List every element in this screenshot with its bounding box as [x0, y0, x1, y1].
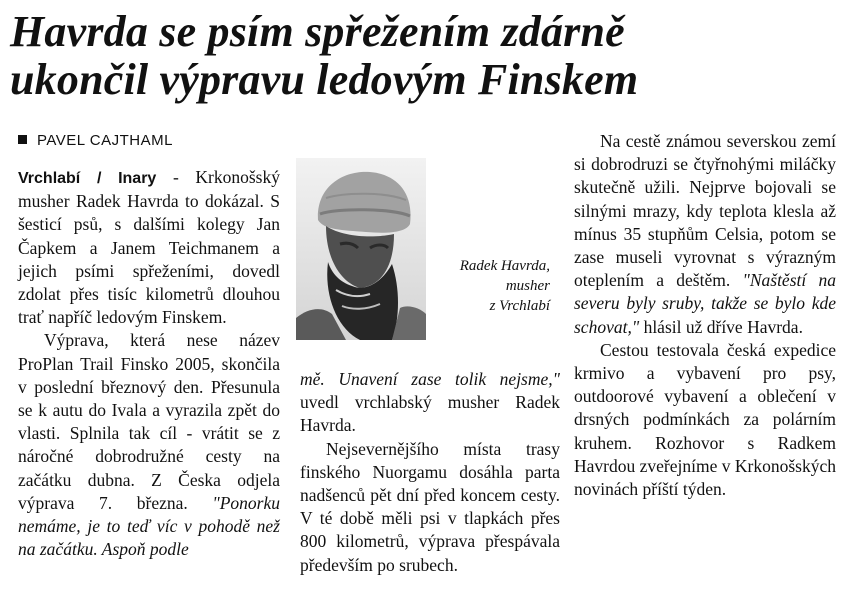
paragraph-5-text: Na cestě známou severskou zemí si dobrodruzi se čtyřnohými miláčky skutečně užili. Nejprve bojovali se silnými mrazy, kdy teplota klesla až mínus 35 stupňům Celsia, potom se zase museli vyrovnat s výrazným oteplením a deštěm. [574, 131, 836, 291]
article-column-2 [300, 368, 560, 577]
article-column-3 [574, 130, 836, 501]
paragraph-4: Nejsevernějšího místa trasy finského Nuorgamu dosáhla parta nadšenců pět dní před koncem cesty. V té době měli psi v tlapkách přes 800 kilometrů, výprava přespávala především po srubech. [300, 438, 560, 575]
paragraph-5-tail: hlásil už dříve Havrda. [639, 316, 803, 337]
byline [18, 132, 173, 149]
dateline: Vrchlabí / Inary [18, 170, 157, 187]
paragraph-2 [18, 329, 280, 561]
headline [10, 8, 840, 104]
paragraph-6: Cestou testovala česká expedice krmivo a vybavení pro psy, outdoorové vybavení a oblečení v drsných podmínkách za polárním kruhem. Rozhovor s Radkem Havrdou zveřejníme v Krkonošských novinách příští týden. [574, 339, 836, 500]
caption-line-3: z Vrchlabí [489, 298, 550, 314]
author-name: PAVEL CAJTHAML [37, 132, 173, 149]
paragraph-3-text: uvedl vrchlabský musher Radek Havrda. [300, 392, 560, 436]
caption-line-1: Radek Havrda, [459, 258, 550, 274]
portrait-illustration [296, 158, 426, 340]
article-column-1 [18, 166, 280, 561]
paragraph-2-quote: "Ponorku nemáme, je to teď víc v pohodě než na začátku. Aspoň podle [18, 492, 280, 560]
paragraph-3 [300, 368, 560, 438]
paragraph-5-quote: "Naštěstí na severu byly sruby, takže se bylo kde schovat," [574, 270, 836, 337]
paragraph-5 [574, 130, 836, 339]
paragraph-2-text: Výprava, která nese název ProPlan Trail Finsko 2005, skončila v poslední březnový den. Přesunula se k autu do Ivala a vyrazila zpět do vlasti. Splnila tak cíl - vrátit se z náročné dobrodružné cesty na začátku dubna. Z Česka odjela výprava 7. března. [18, 330, 280, 513]
headline-line-2: ukončil výpravu ledovým Finskem [10, 55, 639, 104]
paragraph-1-text: - Krkonošský musher Radek Havrda to dokázal. S šesticí psů, s dalšími kolegy Jan Čapkem a Janem Teichmanem a jejich psími spřeženími, dovedl zdolat přes tisíc kilometrů dlouhou trať napříč ledovým Finskem. [18, 167, 280, 328]
byline-square-icon [18, 135, 27, 144]
headline-line-1: Havrda se psím spřežením zdárně [10, 7, 625, 56]
portrait-photo [296, 158, 426, 340]
caption-line-2: musher [505, 278, 550, 294]
paragraph-1 [18, 166, 280, 329]
paragraph-3-quote: mě. Unavení zase tolik nejsme," [300, 369, 560, 389]
photo-caption [432, 256, 550, 316]
